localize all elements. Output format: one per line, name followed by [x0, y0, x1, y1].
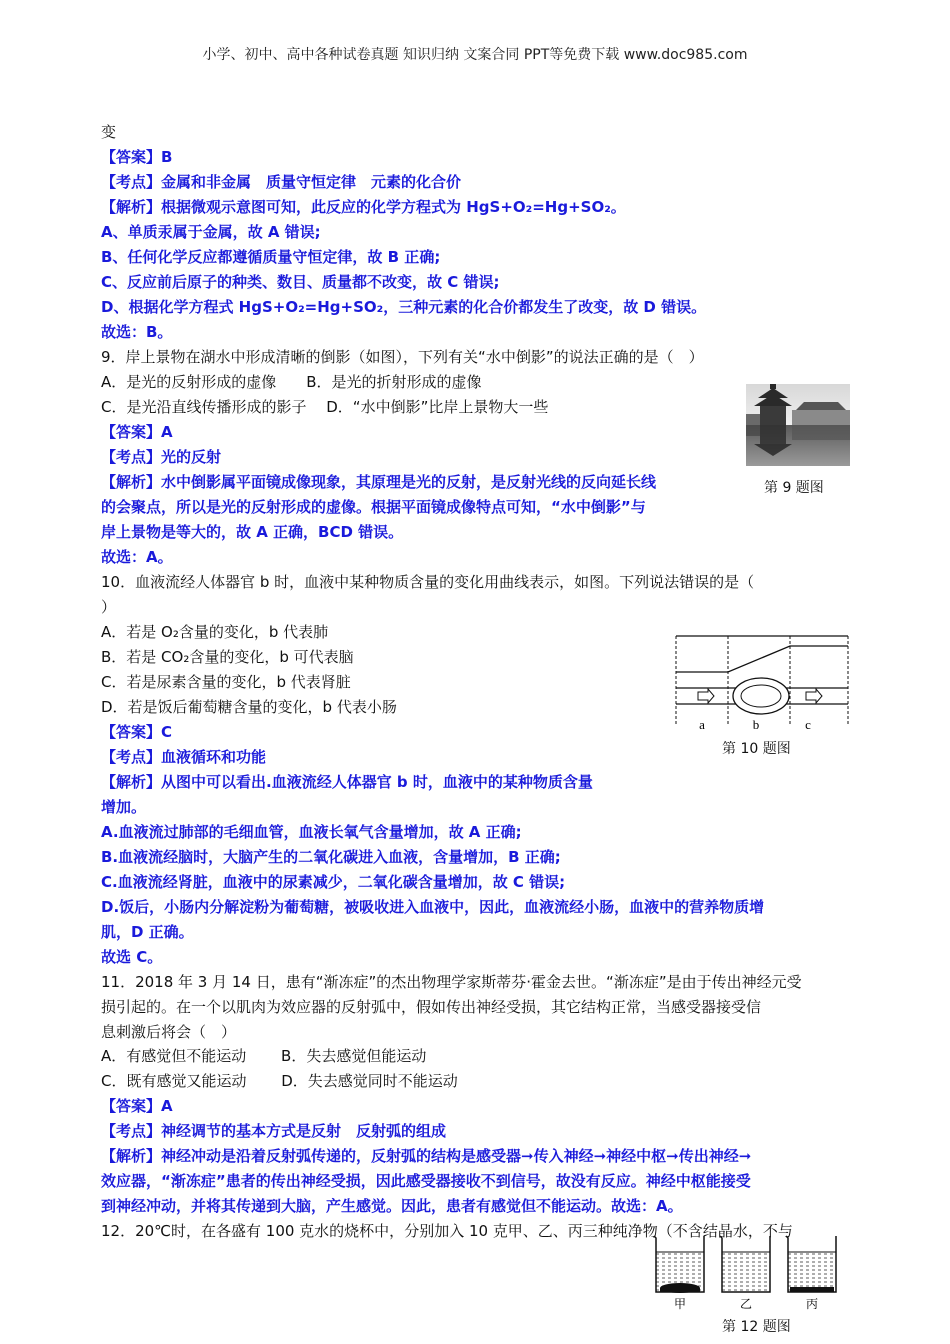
figure-12-beakers — [650, 1232, 850, 1312]
text-line: C．是光沿直线传播形成的影子 D．“水中倒影”比岸上景物大一些 — [101, 398, 549, 416]
text-line: ） — [101, 598, 117, 616]
text-line: 【考点】神经调节的基本方式是反射 反射弧的组成 — [101, 1122, 447, 1140]
text-line: A．若是 O₂含量的变化，b 代表肺 — [101, 623, 329, 641]
text-line: A.血液流过肺部的毛细血管，血液长氧气含量增加，故 A 正确; — [101, 823, 522, 841]
text-line: 到神经冲动，并将其传递到大脑，产生感觉。因此，患者有感觉但不能运动。故选：A。 — [101, 1197, 683, 1215]
text-line: 【答案】A — [101, 423, 173, 441]
text-line: 损引起的。在一个以肌肉为效应器的反射弧中，假如传出神经受损，其它结构正常，当感受器接受信 — [101, 998, 762, 1016]
text-line: C.血液流经肾脏，血液中的尿素减少，二氧化碳含量增加，故 C 错误; — [101, 873, 566, 891]
text-line: C．既有感觉又能运动 D．失去感觉同时不能运动 — [101, 1072, 458, 1090]
text-line: D.饭后，小肠内分解淀粉为葡萄糖，被吸收进入血液中，因此，血液流经小肠，血液中的营养物质增 — [101, 898, 765, 916]
text-line: 【答案】B — [101, 148, 173, 166]
beaker-label-jia: 甲 — [673, 1297, 687, 1311]
text-line: 息刺激后将会（ ） — [101, 1023, 237, 1041]
text-line: B、任何化学反应都遵循质量守恒定律，故 B 正确; — [101, 248, 441, 266]
text-line: C、反应前后原子的种类、数目、质量都不改变，故 C 错误; — [101, 273, 500, 291]
text-line: 变 — [101, 123, 117, 141]
figure-12-caption: 第 12 题图 — [722, 1319, 791, 1335]
figure-10-label-a: a — [699, 717, 705, 732]
text-line: 12．20℃时，在各盛有 100 克水的烧杯中，分别加入 10 克甲、乙、丙三种纯净物（不含结晶水，不与 — [101, 1222, 793, 1240]
text-line: 故选：A。 — [101, 548, 173, 566]
text-line: 肌，D 正确。 — [101, 923, 194, 941]
beaker-label-bing: 丙 — [805, 1297, 819, 1311]
figure-10-caption: 第 10 题图 — [722, 741, 791, 757]
beaker-bing — [786, 1236, 836, 1292]
text-line: B．若是 CO₂含量的变化，b 可代表脑 — [101, 648, 354, 666]
beaker-label-yi: 乙 — [739, 1297, 753, 1311]
text-line: 增加。 — [101, 798, 147, 816]
figure-10-diagram — [672, 632, 852, 738]
text-line: D．若是饭后葡萄糖含量的变化，b 代表小肠 — [101, 698, 397, 716]
text-line: D、根据化学方程式 HgS+O₂=Hg+SO₂，三种元素的化合价都发生了改变，故 D 错误。 — [101, 298, 707, 316]
text-line: 故选 C。 — [101, 948, 163, 966]
text-line: 【答案】C — [101, 723, 173, 741]
beaker-yi — [720, 1236, 770, 1292]
figure-10-label-b: b — [752, 717, 760, 732]
text-line: 【解析】从图中可以看出.血液流经人体器官 b 时，血液中的某种物质含量 — [101, 773, 593, 791]
figure-9-photo — [746, 384, 850, 466]
text-line: 岸上景物是等大的，故 A 正确，BCD 错误。 — [101, 523, 404, 541]
figure-10-label-c: c — [805, 717, 811, 732]
text-line: C．若是尿素含量的变化，b 代表肾脏 — [101, 673, 351, 691]
text-line: 11．2018 年 3 月 14 日，患有“渐冻症”的杰出物理学家斯蒂芬·霍金去世。“渐冻症”是由于传出神经元受 — [101, 973, 802, 991]
text-line: 效应器，“渐冻症”患者的传出神经受损，因此感受器接收不到信号，故没有反应。神经中枢能接受 — [101, 1172, 751, 1190]
text-line: 【考点】金属和非金属 质量守恒定律 元素的化合价 — [101, 173, 462, 191]
text-line: 【解析】根据微观示意图可知，此反应的化学方程式为 HgS+O₂=Hg+SO₂。 — [101, 198, 626, 216]
figure-9-caption: 第 9 题图 — [764, 480, 824, 496]
beaker-jia — [654, 1236, 704, 1293]
text-line: B.血液流经脑时，大脑产生的二氧化碳进入血液，含量增加，B 正确; — [101, 848, 561, 866]
text-line: 【答案】A — [101, 1097, 173, 1115]
text-line: A．是光的反射形成的虚像 B．是光的折射形成的虚像 — [101, 373, 482, 391]
site-header: 小学、初中、高中各种试卷真题 知识归纳 文案合同 PPT等免费下载 www.doc985.com — [202, 47, 748, 63]
text-line: 故选：B。 — [101, 323, 173, 341]
text-line: 【考点】血液循环和功能 — [101, 748, 267, 766]
text-line: 【解析】神经冲动是沿着反射弧传递的，反射弧的结构是感受器➞传入神经➞神经中枢➞传出神经➞ — [101, 1147, 752, 1165]
text-line: 的会聚点，所以是光的反射形成的虚像。根据平面镜成像特点可知，“水中倒影”与 — [101, 498, 646, 516]
text-line: A、单质汞属于金属，故 A 错误; — [101, 223, 321, 241]
text-line: 【解析】水中倒影属平面镜成像现象，其原理是光的反射，是反射光线的反向延长线 — [101, 473, 657, 491]
text-line: 10．血液流经人体器官 b 时，血液中某种物质含量的变化用曲线表示，如图。下列说法错误的是（ — [101, 573, 755, 591]
text-line: 9．岸上景物在湖水中形成清晰的倒影（如图），下列有关“水中倒影”的说法正确的是（ ） — [101, 348, 704, 366]
text-line: A．有感觉但不能运动 B．失去感觉但能运动 — [101, 1047, 427, 1065]
text-line: 【考点】光的反射 — [101, 448, 222, 466]
